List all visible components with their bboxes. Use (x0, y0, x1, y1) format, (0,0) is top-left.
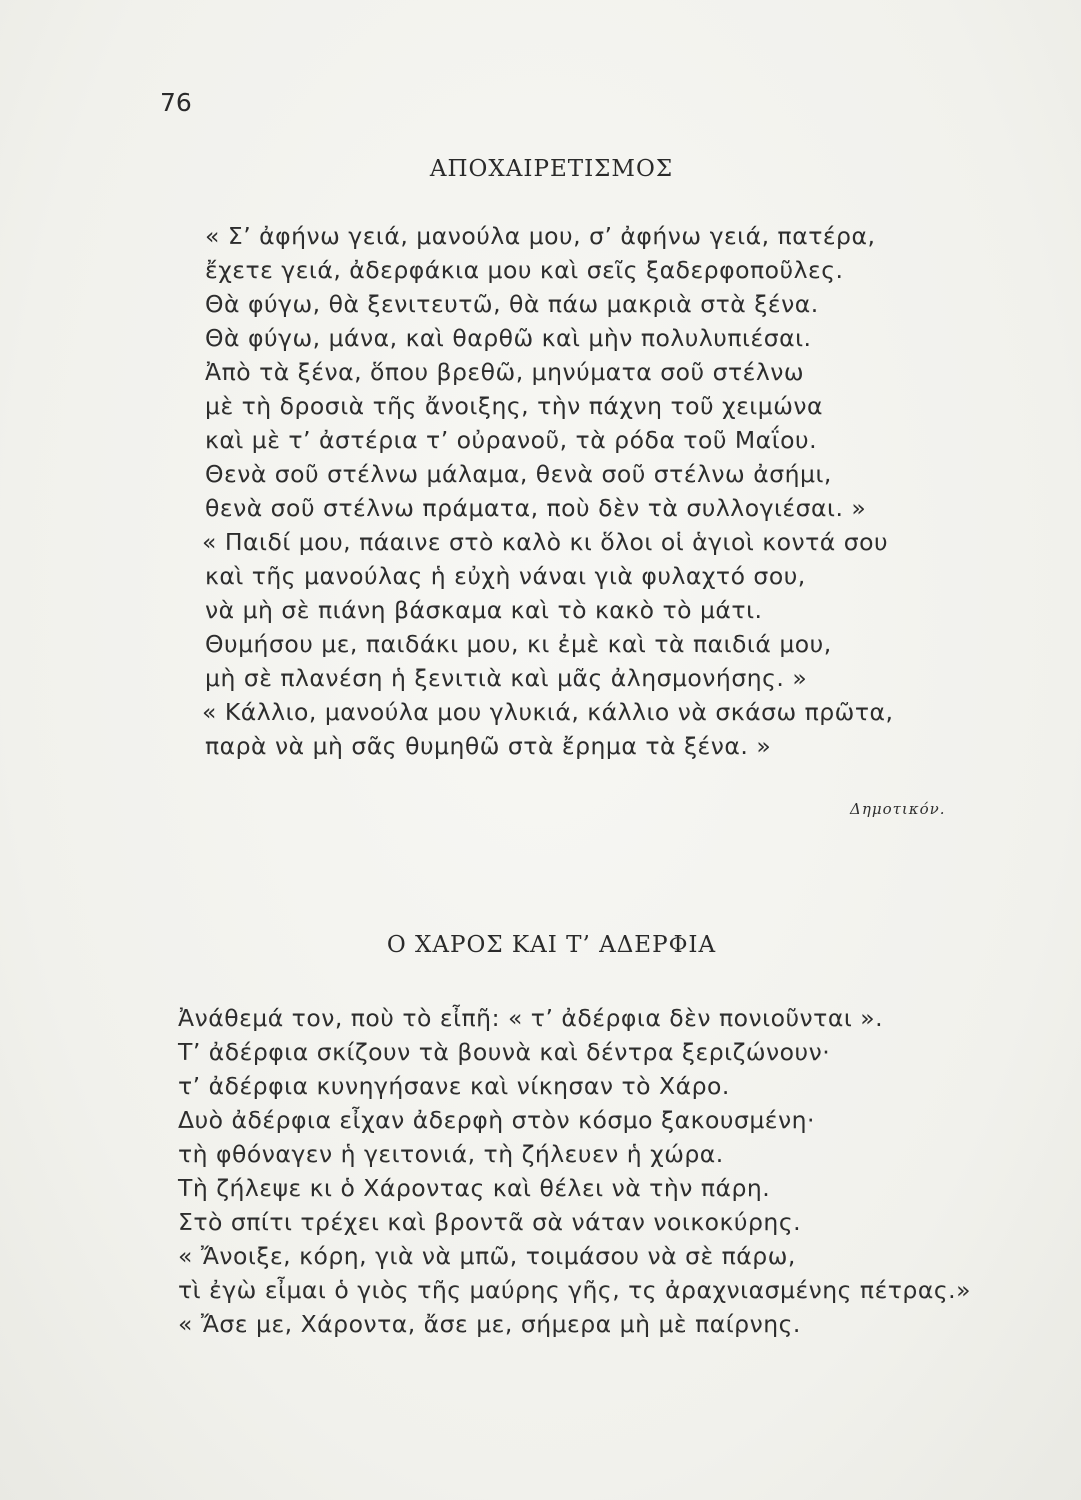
poem-attribution: Δημοτικόν. (850, 800, 946, 818)
poem-line: « Σ’ ἀφήνω γειά, μανούλα μου, σ’ ἀφήνω γειά, πατέρα, (205, 222, 876, 250)
poem-line: « Ἄσε με, Χάροντα, ἄσε με, σήμερα μὴ μὲ παίρνης. (178, 1310, 801, 1338)
poem-line: « Παιδί μου, πάαινε στὸ καλὸ κι ὅλοι οἱ ἁγιοὶ κοντά σου (202, 528, 889, 556)
poem-line: τ’ ἀδέρφια κυνηγήσανε καὶ νίκησαν τὸ Χάρο. (178, 1072, 730, 1100)
poem-line: μὲ τὴ δροσιὰ τῆς ἄνοιξης, τὴν πάχνη τοῦ χειμώνα (205, 392, 824, 420)
poem-line: Ἀνάθεμά τον, ποὺ τὸ εἶπῆ: « τ’ ἀδέρφια δὲν πονιοῦνται ». (178, 1004, 884, 1032)
poem-line: θενὰ σοῦ στέλνω πράματα, ποὺ δὲν τὰ συλλογιέσαι. » (205, 494, 867, 522)
poem-line: καὶ τῆς μανούλας ἡ εὐχὴ νάναι γιὰ φυλαχτό σου, (205, 562, 806, 590)
poem-line: καὶ μὲ τ’ ἀστέρια τ’ οὐρανοῦ, τὰ ρόδα τοῦ Μαΐου. (205, 426, 818, 454)
poem-line: « Κάλλιο, μανούλα μου γλυκιά, κάλλιο νὰ σκάσω πρῶτα, (202, 698, 894, 726)
poem-line: « Ἄνοιξε, κόρη, γιὰ νὰ μπῶ, τοιμάσου νὰ σὲ πάρω, (178, 1242, 796, 1270)
poem-line: Θυμήσου με, παιδάκι μου, κι ἐμὲ καὶ τὰ παιδιά μου, (205, 630, 832, 658)
page-number: 76 (160, 88, 192, 117)
poem-title-charos: Ο ΧΑΡΟΣ ΚΑΙ Τ’ ΑΔΕΡΦΙΑ (386, 932, 717, 958)
poem-line: Δυὸ ἀδέρφια εἶχαν ἀδερφὴ στὸν κόσμο ξακουσμένη· (178, 1106, 815, 1134)
poem-charos (178, 1004, 1038, 1364)
poem-line: Στὸ σπίτι τρέχει καὶ βροντᾶ σὰ νάταν νοικοκύρης. (178, 1208, 802, 1236)
poem-line: τὴ φθόναγεν ἡ γειτονιά, τὴ ζήλευεν ἡ χώρα. (178, 1140, 724, 1168)
poem-line: Τ’ ἀδέρφια σκίζουν τὰ βουνὰ καὶ δέντρα ξεριζώνουν· (178, 1038, 831, 1066)
poem-apochairetismos (202, 222, 1025, 782)
poem-line: μὴ σὲ πλανέση ἡ ξενιτιὰ καὶ μᾶς ἀλησμονήσης. » (205, 664, 808, 692)
poem-line: νὰ μὴ σὲ πιάνη βάσκαμα καὶ τὸ κακὸ τὸ μάτι. (205, 596, 763, 624)
poem-line: Ἀπὸ τὰ ξένα, ὅπου βρεθῶ, μηνύματα σοῦ στέλνω (205, 358, 805, 386)
poem-line: Θὰ φύγω, μάνα, καὶ θαρθῶ καὶ μὴν πολυλυπιέσαι. (205, 324, 812, 352)
poem-line: Θενὰ σοῦ στέλνω μάλαμα, θενὰ σοῦ στέλνω ἀσήμι, (205, 460, 832, 488)
poem-line: Τὴ ζήλεψε κι ὁ Χάροντας καὶ θέλει νὰ τὴν πάρη. (178, 1174, 771, 1202)
poem-line: Θὰ φύγω, θὰ ξενιτευτῶ, θὰ πάω μακριὰ στὰ ξένα. (205, 290, 819, 318)
poem-line: τὶ ἐγὼ εἶμαι ὁ γιὸς τῆς μαύρης γῆς, τς ἀραχνιασμένης πέτρας.» (178, 1276, 971, 1304)
poem-line: παρὰ νὰ μὴ σᾶς θυμηθῶ στὰ ἔρημα τὰ ξένα. » (205, 732, 772, 760)
poem-line: ἔχετε γειά, ἀδερφάκια μου καὶ σεῖς ξαδερφοποῦλες. (205, 256, 844, 284)
poem-title-apochairetismos: ΑΠΟΧΑΙΡΕΤΙΣΜΟΣ (429, 156, 674, 182)
